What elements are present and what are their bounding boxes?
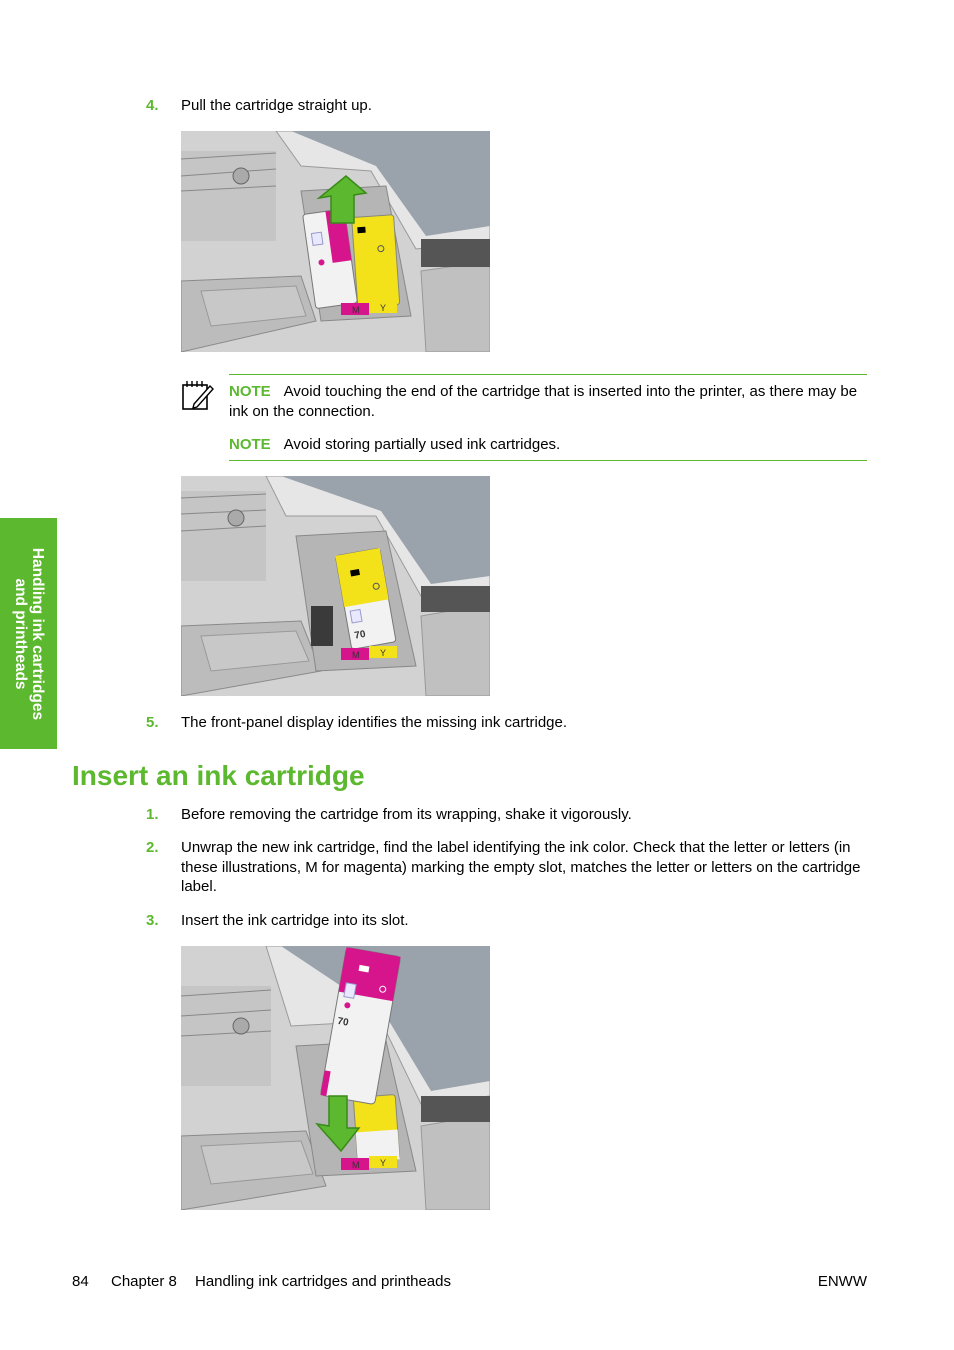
step-number: 3. [146, 912, 159, 929]
step-text: The front-panel display identifies the missing ink cartridge. [181, 714, 568, 731]
note-pad-icon [181, 378, 215, 410]
chapter-side-tab [0, 518, 57, 749]
insert-step-1 [146, 805, 868, 825]
slot-label-y: Y [380, 1158, 387, 1168]
side-tab-line-2: and printheads [11, 577, 29, 690]
cartridge-number-label: 70 [336, 1015, 350, 1029]
slot-label-m: M [352, 650, 360, 660]
footer-chapter: Chapter 8 [111, 1273, 177, 1290]
cartridge-number-label: 70 [353, 628, 367, 642]
side-tab-label [12, 547, 46, 719]
note-text: Avoid touching the end of the cartridge that is inserted into the printer, as there may be ink on the connection. [229, 383, 858, 420]
step-text: Insert the ink cartridge into its slot. [181, 912, 409, 929]
slot-label-y: Y [380, 648, 387, 658]
step-number: 5. [146, 714, 159, 731]
footer-chapter-title: Handling ink cartridges and printheads [195, 1273, 451, 1290]
step-text: Unwrap the new ink cartridge, find the label identifying the ink color. Check that the letter or letters (in these illustrations, M for magenta) marking the empty slot, matches the letter or letters on the cartridge label. [181, 839, 861, 895]
note-text: Avoid storing partially used ink cartridges. [283, 436, 561, 453]
note-rule-bottom [229, 460, 867, 461]
step-number: 1. [146, 806, 159, 823]
section-heading: Insert an ink cartridge [72, 760, 365, 791]
step-number: 2. [146, 839, 159, 856]
note-label: NOTE [229, 436, 271, 453]
footer-page-number: 84 [72, 1273, 89, 1290]
step-text: Pull the cartridge straight up. [181, 97, 372, 114]
note-rule-top [229, 374, 867, 375]
note-label: NOTE [229, 383, 271, 400]
step-text: Before removing the cartridge from its wrapping, shake it vigorously. [181, 806, 632, 823]
note-block [181, 374, 867, 461]
side-tab-line-1: Handling ink cartridges [28, 547, 46, 720]
slot-label-m: M [352, 305, 360, 315]
figure-pull-cartridge [181, 131, 490, 352]
insert-step-3 [146, 911, 868, 931]
note-2 [229, 435, 867, 455]
step-number: 4. [146, 97, 159, 114]
step-5 [146, 713, 868, 733]
step-4 [146, 96, 868, 116]
figure-empty-slot [181, 476, 490, 696]
note-1 [229, 382, 867, 421]
slot-label-m: M [352, 1160, 360, 1170]
figure-insert-cartridge [181, 946, 490, 1210]
slot-label-y: Y [380, 303, 387, 313]
footer-right-label: ENWW [817, 1273, 867, 1290]
insert-step-2 [146, 838, 868, 897]
